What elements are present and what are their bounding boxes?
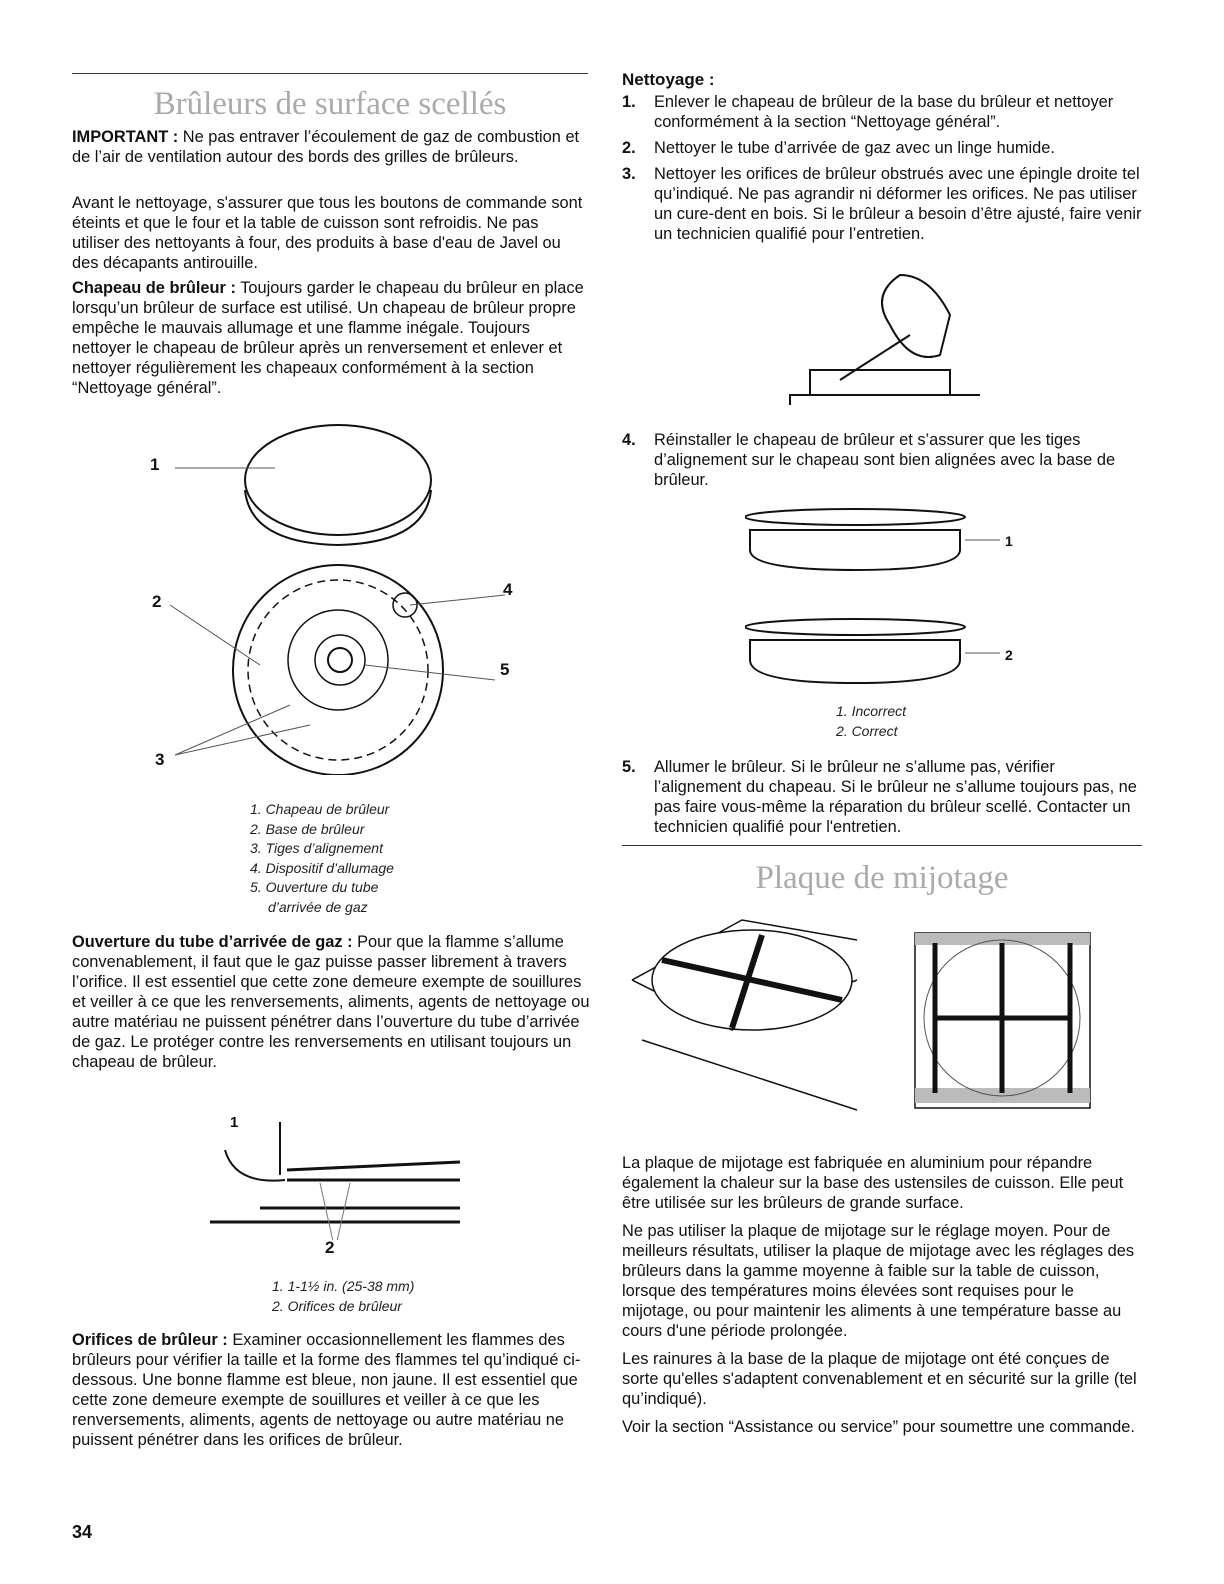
important-label: IMPORTANT : (72, 128, 179, 146)
orifices-text: Examiner occasionnellement les flammes des brûleurs pour vérifier la taille et la forme des flammes tel qu’indiqué ci-dessous. Une bonne flamme est bleue, non jaune. Il est essentiel que cette zone demeure exempte de souillures et veiller à ce que les renversements, aliments, agents de nettoyage ou autre matériau ne puissent pénétrer dans les orifices de brûleur. (72, 1331, 581, 1449)
step-text: Nettoyer les orifices de brûleur obstrués avec une épingle droite tel qu’indiqué. Ne pas agrandir ni déformer les orifices. Ne pas utiliser un cure-dent en bois. Si le brûleur a besoin d’être ajusté, faire venir un technicien qualifié pour l’entretien. (654, 165, 1142, 243)
step-number: 2. (622, 139, 636, 157)
caption-line: 1. Chapeau de brûleur (250, 801, 390, 817)
simmer-plate-top-view (910, 928, 1100, 1118)
burner-cap-label: Chapeau de brûleur : (72, 279, 236, 297)
callout-2: 2 (152, 592, 162, 611)
callout-2: 2 (1005, 647, 1013, 663)
caption-line: 5. Ouverture du tube (250, 879, 379, 895)
callout-1: 1 (1005, 533, 1013, 549)
cleaning-steps-cont (622, 430, 1144, 496)
orifices-label: Orifices de brûleur : (72, 1331, 228, 1349)
list-item (622, 92, 1144, 132)
callout-2: 2 (325, 1238, 335, 1257)
orifices-paragraph (72, 1330, 590, 1450)
step-text: Nettoyer le tube d’arrivée de gaz avec un linge humide. (654, 139, 1055, 157)
cleaning-steps (622, 92, 1144, 250)
figure-caption (836, 702, 906, 741)
cap-alignment-diagram (745, 505, 1005, 695)
paragraph: La plaque de mijotage est fabriquée en aluminium pour répandre également la chaleur sur la base des ustensiles de cuisson. Elle peut être utilisée sur les brûleurs de grande surface. (622, 1154, 1124, 1212)
step-text: Allumer le brûleur. Si le brûleur ne s’allume pas, vérifier l’alignement du chapeau. Si le brûleur ne s’allume toujours pas, ne pas faire vous-même la réparation du brûleur scellé. Contacter un technicien qualifié pour l'entretien. (654, 758, 1137, 836)
list-item (622, 138, 1144, 158)
section-title: Brûleurs de surface scellés (153, 86, 507, 122)
section-title: Plaque de mijotage (755, 860, 1009, 896)
step-number: 1. (622, 93, 636, 111)
list-item (622, 757, 1144, 837)
orifice-diagram (205, 1110, 465, 1240)
caption-line: 4. Dispositif d’allumage (250, 859, 394, 876)
caption-line: 3. Tiges d’alignement (250, 840, 383, 856)
step-number: 5. (622, 758, 636, 776)
list-item (622, 164, 1144, 244)
callout-3: 3 (155, 750, 165, 769)
step-text: Enlever le chapeau de brûleur de la base du brûleur et nettoyer conformément à la section “Nettoyage général”. (654, 93, 1114, 131)
caption-line: 2. Base de brûleur (250, 820, 365, 837)
burner-cap-text: Toujours garder le chapeau du brûleur en place lorsqu’un brûleur de surface est utilisé. Un chapeau de brûleur propre empêche le mauvais allumage et une flamme inégale. Toujours nettoyer le chapeau de brûleur après un renversement et enlever et nettoyer régulièrement les chapeaux conformément à la section “Nettoyage général”. (72, 279, 584, 397)
burner-diagram (140, 415, 540, 775)
caption-line: d’arrivée de gaz (268, 898, 368, 915)
gas-tube-text: Pour que la flamme s’allume convenablement, il faut que le gaz puisse passer librement à travers l’orifice. Il est essentiel que cette zone demeure exempte de souillures et veiller à ce que les renversements, aliments, agents de nettoyage ou autre matériau ne puissent pénétrer dans l’ouverture du tube d’arrivée de gaz. Le protéger contre les renversements en utilisant toujours un chapeau de brûleur. (72, 933, 590, 1071)
figure-caption (250, 800, 394, 917)
step-text: Réinstaller le chapeau de brûleur et s’assurer que les tiges d’alignement sur le chapeau sont bien alignées avec la base de brûleur. (654, 431, 1116, 489)
list-item (622, 430, 1144, 490)
burner-cap-paragraph (72, 278, 590, 398)
important-paragraph (72, 127, 590, 167)
before-cleaning-paragraph: Avant le nettoyage, s'assurer que tous les boutons de commande sont éteints et que le four et la table de cuisson sont refroidis. Ne pas utiliser des nettoyants à four, des produits à base d'eau de Javel ou des décapants antirouille. (72, 194, 583, 272)
simmer-plate-text (622, 1153, 1144, 1437)
important-text: Ne pas entraver l’écoulement de gaz de combustion et de l’air de ventilation autour des bords des grilles de brûleurs. (72, 128, 580, 166)
callout-1: 1 (150, 455, 160, 474)
step-number: 4. (622, 431, 636, 449)
callout-4: 4 (503, 580, 513, 599)
caption-line: 2. Orifices de brûleur (272, 1297, 402, 1314)
paragraph: Ne pas utiliser la plaque de mijotage sur le réglage moyen. Pour de meilleurs résultats, utiliser la plaque de mijotage avec les réglages des brûleurs dans la gamme moyenne à faible sur la table de cuisson, lorsque des températures moins élevées sont requises pour le mijotage, ou pour maintenir les aliments à une température basse au cours d'une période prolongée. (622, 1222, 1135, 1340)
pin-cleaning-illustration (780, 255, 1000, 415)
gas-tube-label: Ouverture du tube d’arrivée de gaz : (72, 933, 353, 951)
figure-caption (272, 1277, 414, 1316)
cleaning-heading: Nettoyage : (622, 70, 715, 89)
step-number: 3. (622, 165, 636, 183)
caption-line: 2. Correct (836, 722, 898, 739)
cleaning-steps-cont (622, 757, 1144, 843)
simmer-plate-on-grate-illustration (622, 910, 872, 1130)
paragraph: Les rainures à la base de la plaque de mijotage ont été conçues de sorte qu'elles s'adaptent convenablement et en sécurité sur la grille (tel qu’indiqué). (622, 1350, 1137, 1408)
divider (622, 845, 1142, 846)
paragraph: Voir la section “Assistance ou service” pour soumettre une commande. (622, 1418, 1135, 1436)
gas-tube-paragraph (72, 932, 590, 1072)
divider (72, 73, 588, 74)
caption-line: 1. Incorrect (836, 703, 907, 719)
callout-5: 5 (500, 660, 510, 679)
caption-line: 1. 1-1½ in. (25-38 mm) (272, 1278, 415, 1294)
callout-1: 1 (230, 1114, 239, 1131)
page-number: 34 (72, 1522, 93, 1542)
